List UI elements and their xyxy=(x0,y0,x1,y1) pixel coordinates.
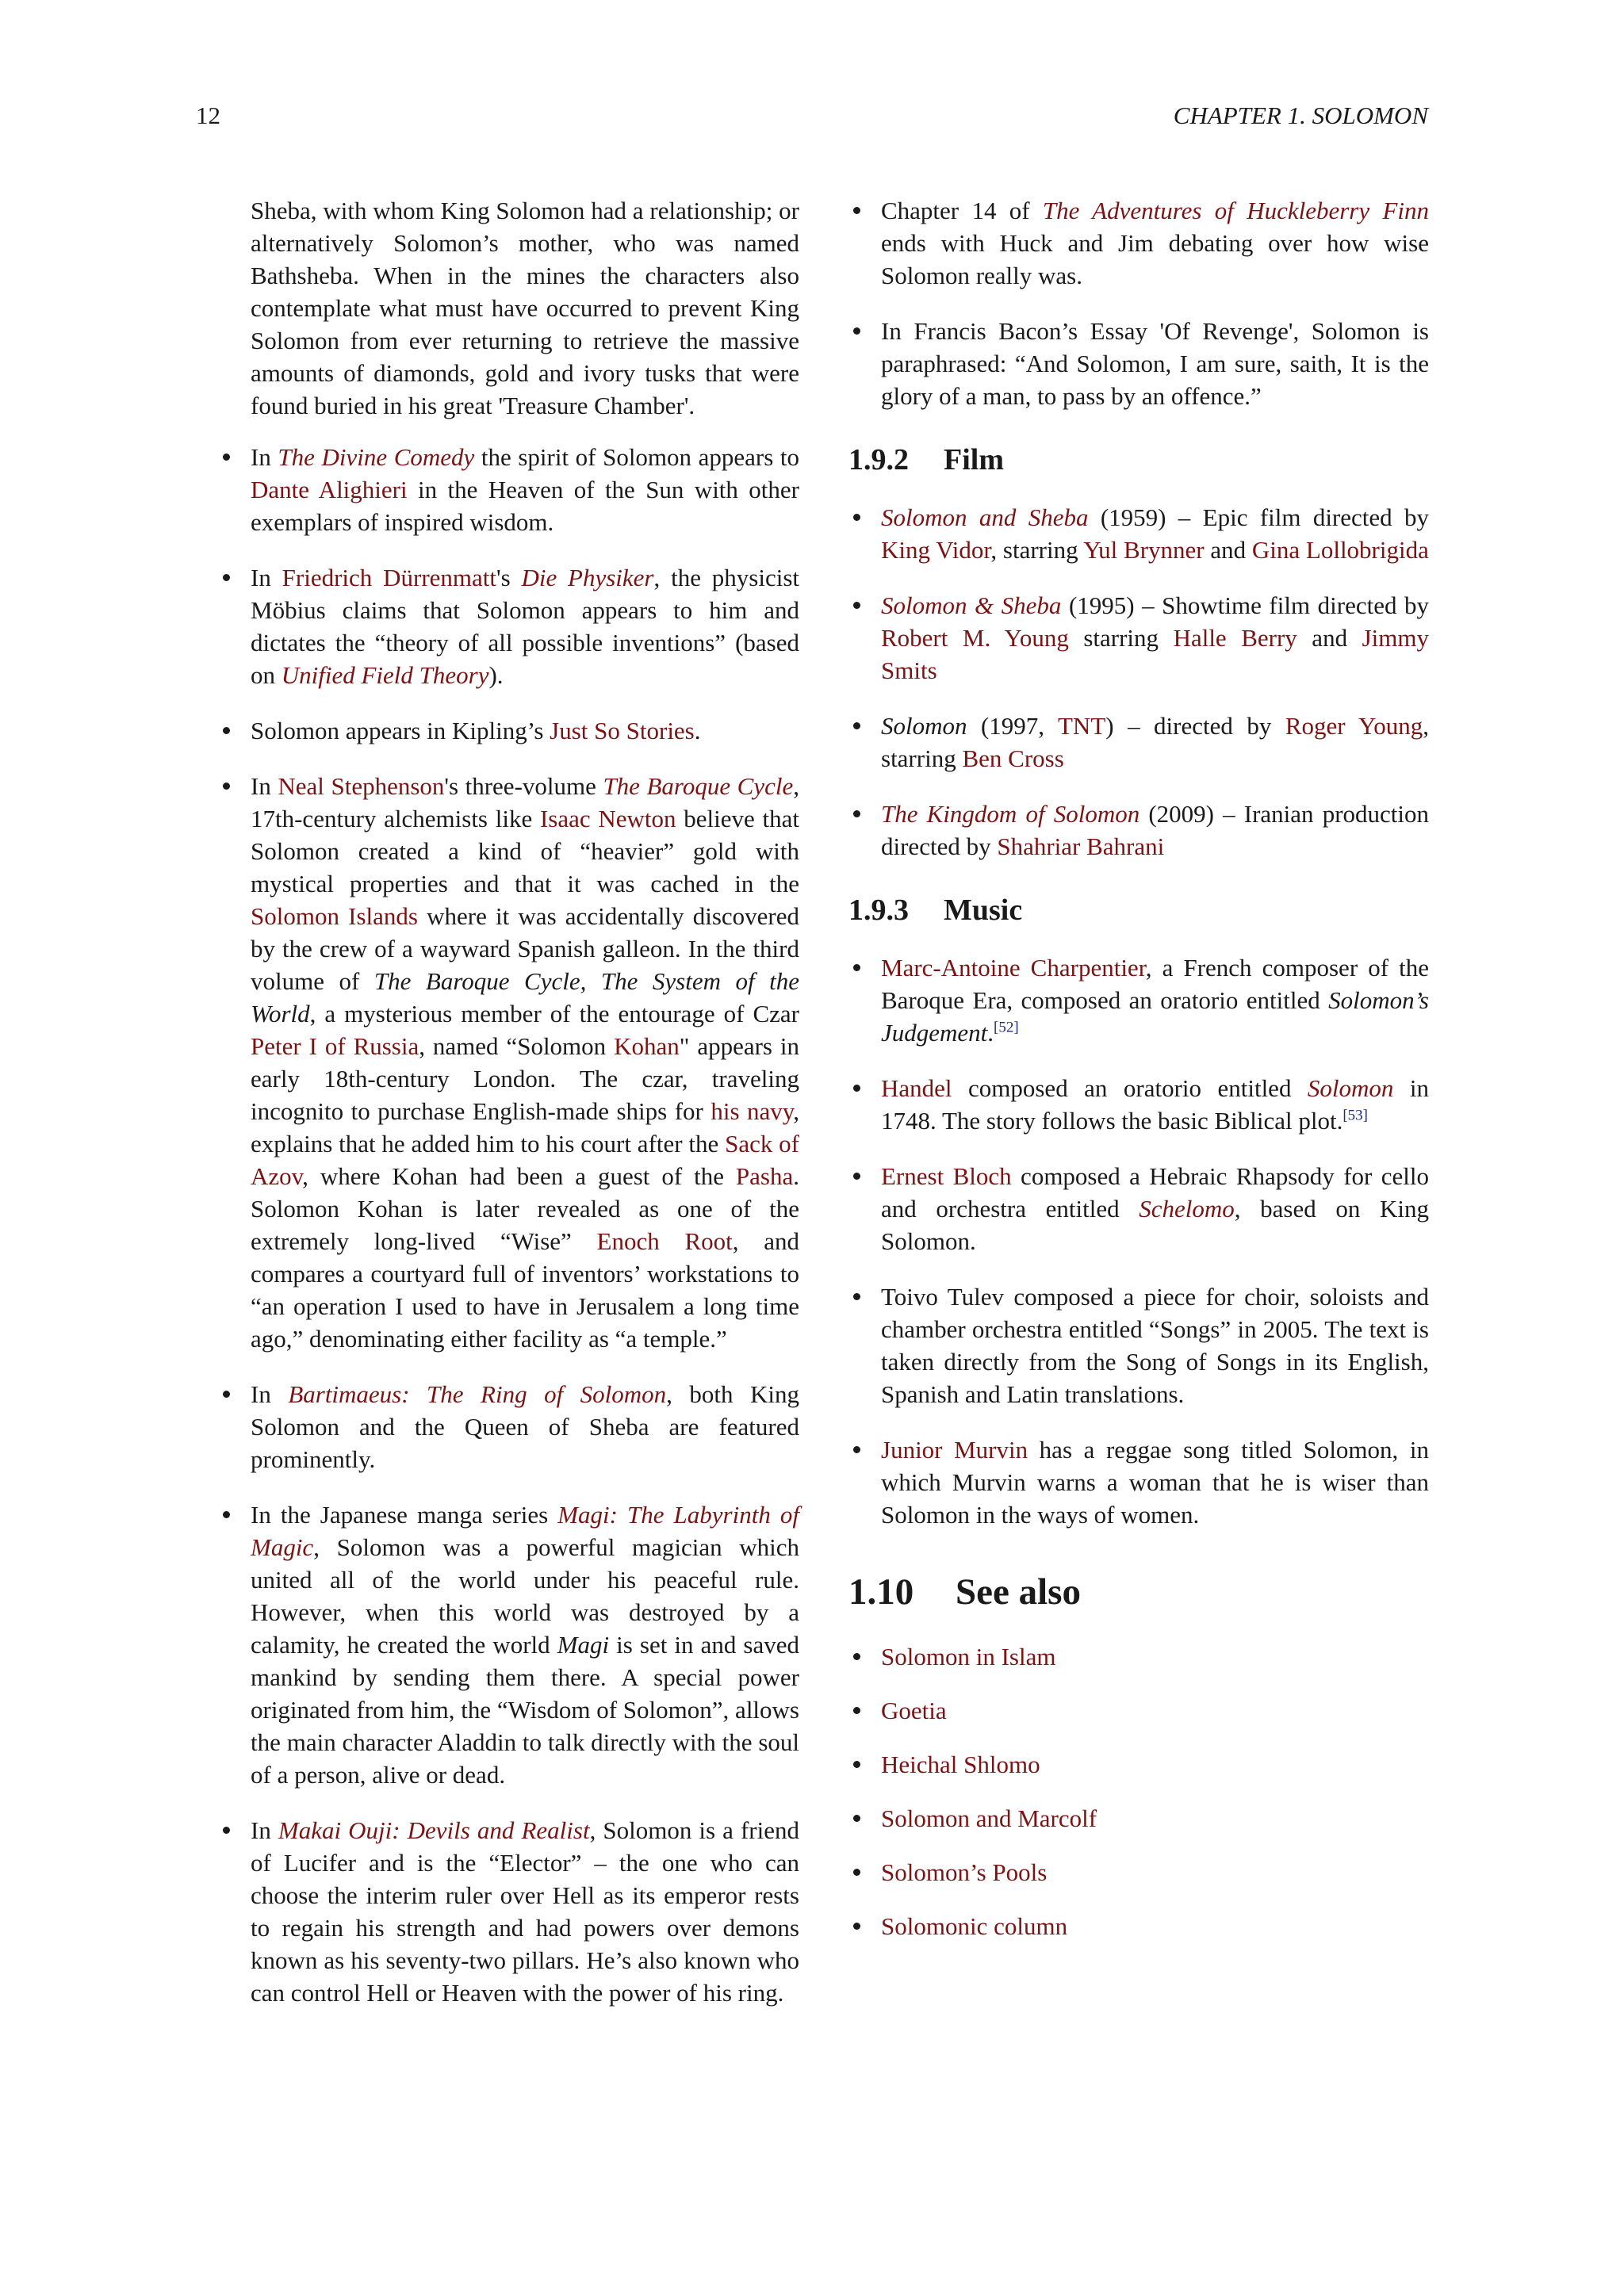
link-kingdom-of-solomon[interactable]: The Kingdom of Solomon xyxy=(881,800,1140,828)
link-gina-lollobrigida[interactable]: Gina Lollobrigida xyxy=(1251,536,1429,564)
link-shahriar-bahrani[interactable]: Shahriar Bahrani xyxy=(997,832,1165,860)
link-see-also-1[interactable]: Solomon in Islam xyxy=(881,1643,1056,1670)
running-header: CHAPTER 1. SOLOMON xyxy=(1173,101,1428,129)
continued-paragraph: Sheba, with whom King Solomon had a relationship; or alternatively Solomon’s mother, who was named Bathsheba. When in the mines the characters also contemplate what must have occurred to prevent King Solomon from ever returning to retrieve the massive amounts of diamonds, gold and ivory tusks that were found buried in his great 'Treasure Chamber'. xyxy=(251,197,799,419)
list-item: Solomon & Sheba (1995) – Showtime film directed by Robert M. Young starring Halle Berry and Jimmy Smits xyxy=(848,589,1429,687)
link-enoch-root[interactable]: Enoch Root xyxy=(596,1227,733,1255)
link-see-also-2[interactable]: Goetia xyxy=(881,1697,947,1724)
list-item xyxy=(848,1694,1429,1727)
see-also-list xyxy=(848,1640,1429,1942)
list-item xyxy=(848,1856,1429,1888)
link-solomon-sheba-1995[interactable]: Solomon & Sheba xyxy=(881,591,1062,619)
link-king-vidor[interactable]: King Vidor xyxy=(881,536,991,564)
list-item: In Neal Stephenson's three-volume The Baroque Cycle, 17th-century alchemists like Isaac Newton believe that Solomon created a kind of “heavier” gold with mystical properties and that it was cached in the Solomon Islands where it was accidentally discovered by the crew of a wayward Spanish galleon. In the third volume of The Baroque Cycle, The System of the World, a mysterious member of the entourage of Czar Peter I of Russia, named “Solomon Kohan" appears in early 18th-century London. The czar, traveling incognito to purchase English-made ships for his navy, explains that he added him to his court after the Sack of Azov, where Kohan had been a guest of the Pasha. Solomon Kohan is later revealed as one of the extremely long-lived “Wise” Enoch Root, and compares a courtyard full of inventors’ workstations to “an operation I used to have in Jerusalem a long time ago,” denominating either facility as “a temple.” xyxy=(218,770,799,1355)
list-item: Solomon appears in Kipling’s Just So Stories. xyxy=(218,714,799,747)
section-heading-see-also: 1.10 See also xyxy=(848,1571,1081,1613)
list-item: Chapter 14 of The Adventures of Huckleberry Finn ends with Huck and Jim debating over how wise Solomon really was. xyxy=(848,194,1429,292)
list-item: Solomon (1997, TNT) – directed by Roger Young, starring Ben Cross xyxy=(848,710,1429,775)
list-item xyxy=(848,1910,1429,1942)
link-divine-comedy[interactable]: The Divine Comedy xyxy=(278,443,475,471)
film-list xyxy=(848,501,1429,863)
link-his-navy[interactable]: his navy xyxy=(710,1097,794,1125)
link-peter-i[interactable]: Peter I of Russia xyxy=(251,1032,419,1060)
link-pasha[interactable]: Pasha xyxy=(735,1162,794,1190)
link-durrenmatt[interactable]: Friedrich Dürrenmatt xyxy=(282,564,496,591)
link-neal-stephenson[interactable]: Neal Stephenson xyxy=(278,772,445,800)
left-column xyxy=(218,194,799,2032)
link-magi[interactable]: Magi: The Labyrinth of Magic xyxy=(251,1501,799,1561)
link-see-also-5[interactable]: Solomon’s Pools xyxy=(881,1858,1048,1886)
link-solomon-islands[interactable]: Solomon Islands xyxy=(251,902,418,930)
link-see-also-3[interactable]: Heichal Shlomo xyxy=(881,1751,1040,1778)
list-item: In Makai Ouji: Devils and Realist, Solomon is a friend of Lucifer and is the “Elector” – the one who can choose the interim ruler over Hell as its emperor rests to regain his strength and had powers over demons known as his seventy-two pillars. He’s also known who can control Hell or Heaven with the power of his ring. xyxy=(218,1814,799,2009)
right-column xyxy=(848,194,1429,1964)
page-number: 12 xyxy=(196,101,220,129)
list-item: In Francis Bacon’s Essay 'Of Revenge', Solomon is paraphrased: “And Solomon, I am sure, saith, It is the glory of a man, to pass by an offence.” xyxy=(848,315,1429,412)
list-item: Marc-Antoine Charpentier, a French composer of the Baroque Era, composed an oratorio entitled Solomon’s Judgement.[52] xyxy=(848,951,1429,1049)
link-yul-brynner[interactable]: Yul Brynner xyxy=(1083,536,1205,564)
list-item: The Kingdom of Solomon (2009) – Iranian production directed by Shahriar Bahrani xyxy=(848,798,1429,863)
link-see-also-4[interactable]: Solomon and Marcolf xyxy=(881,1804,1097,1832)
link-baroque-cycle[interactable]: The Baroque Cycle xyxy=(603,772,794,800)
link-solomon-oratorio[interactable]: Solomon xyxy=(1307,1074,1394,1102)
link-solomon-and-sheba[interactable]: Solomon and Sheba xyxy=(881,503,1089,531)
link-dante[interactable]: Dante Alighieri xyxy=(251,476,408,503)
list-item: In the Japanese manga series Magi: The Labyrinth of Magic, Solomon was a powerful magician which united all of the world under his peaceful rule. However, when this world was destroyed by a calamity, he created the world Magi is set in and saved mankind by sending them there. A special power originated from him, the “Wisdom of Solomon”, allows the main character Aladdin to talk directly with the soul of a person, alive or dead. xyxy=(218,1498,799,1791)
link-isaac-newton[interactable]: Isaac Newton xyxy=(539,805,676,832)
link-robert-m-young[interactable]: Robert M. Young xyxy=(881,624,1069,652)
music-list xyxy=(848,951,1429,1531)
link-makai-ouji[interactable]: Makai Ouji: Devils and Realist xyxy=(278,1816,590,1844)
list-item: Ernest Bloch composed a Hebraic Rhapsody for cello and orchestra entitled Schelomo, based on King Solomon. xyxy=(848,1160,1429,1257)
citation-53[interactable]: [53] xyxy=(1342,1107,1368,1124)
list-item xyxy=(848,1748,1429,1781)
list-item: Toivo Tulev composed a piece for choir, soloists and chamber orchestra entitled “Songs” in 2005. The text is taken directly from the Song of Songs in its English, Spanish and Latin translations. xyxy=(848,1280,1429,1410)
list-item xyxy=(848,1802,1429,1835)
link-ernest-bloch[interactable]: Ernest Bloch xyxy=(881,1162,1012,1190)
list-item: In Friedrich Dürrenmatt's Die Physiker, the physicist Möbius claims that Solomon appears to him and dictates the “theory of all possible inventions” (based on Unified Field Theory). xyxy=(218,561,799,691)
link-sack-of-azov[interactable]: Sack of Azov xyxy=(251,1130,799,1190)
list-item: Solomon and Sheba (1959) – Epic film directed by King Vidor, starring Yul Brynner and Gina Lollobrigida xyxy=(848,501,1429,566)
list-item: In The Divine Comedy the spirit of Solomon appears to Dante Alighieri in the Heaven of the Sun with other exemplars of inspired wisdom. xyxy=(218,441,799,538)
link-see-also-6[interactable]: Solomonic column xyxy=(881,1912,1068,1940)
link-jimmy-smits[interactable]: Jimmy Smits xyxy=(881,624,1429,684)
link-tnt[interactable]: TNT xyxy=(1058,712,1106,740)
link-schelomo[interactable]: Schelomo xyxy=(1139,1195,1235,1223)
literature-list xyxy=(848,194,1429,412)
link-unified-field-theory[interactable]: Unified Field Theory xyxy=(281,661,489,689)
link-ben-cross[interactable]: Ben Cross xyxy=(962,744,1064,772)
citation-52[interactable]: [52] xyxy=(994,1019,1019,1036)
link-die-physiker[interactable]: Die Physiker xyxy=(521,564,654,591)
link-bartimaeus[interactable]: Bartimaeus: The Ring of Solomon xyxy=(288,1380,667,1408)
section-heading-music: 1.9.3 Music xyxy=(848,894,1023,927)
link-roger-young[interactable]: Roger Young xyxy=(1285,712,1423,740)
link-kohan[interactable]: Kohan xyxy=(614,1032,680,1060)
section-heading-film: 1.9.2 Film xyxy=(848,443,1004,476)
list-item: Handel composed an oratorio entitled Solomon in 1748. The story follows the basic Biblical plot.[53] xyxy=(848,1072,1429,1137)
list-item: In Bartimaeus: The Ring of Solomon, both King Solomon and the Queen of Sheba are featured prominently. xyxy=(218,1378,799,1475)
link-charpentier[interactable]: Marc-Antoine Charpentier xyxy=(881,954,1146,982)
list-item xyxy=(848,1640,1429,1673)
link-handel[interactable]: Handel xyxy=(881,1074,952,1102)
link-junior-murvin[interactable]: Junior Murvin xyxy=(881,1436,1028,1464)
list-item: Junior Murvin has a reggae song titled Solomon, in which Murvin warns a woman that he is wiser than Solomon in the ways of women. xyxy=(848,1433,1429,1531)
link-huckleberry-finn[interactable]: The Adventures of Huckleberry Finn xyxy=(1042,197,1429,224)
link-just-so-stories[interactable]: Just So Stories xyxy=(550,717,695,744)
cultural-references-list xyxy=(218,441,799,2009)
link-halle-berry[interactable]: Halle Berry xyxy=(1173,624,1297,652)
